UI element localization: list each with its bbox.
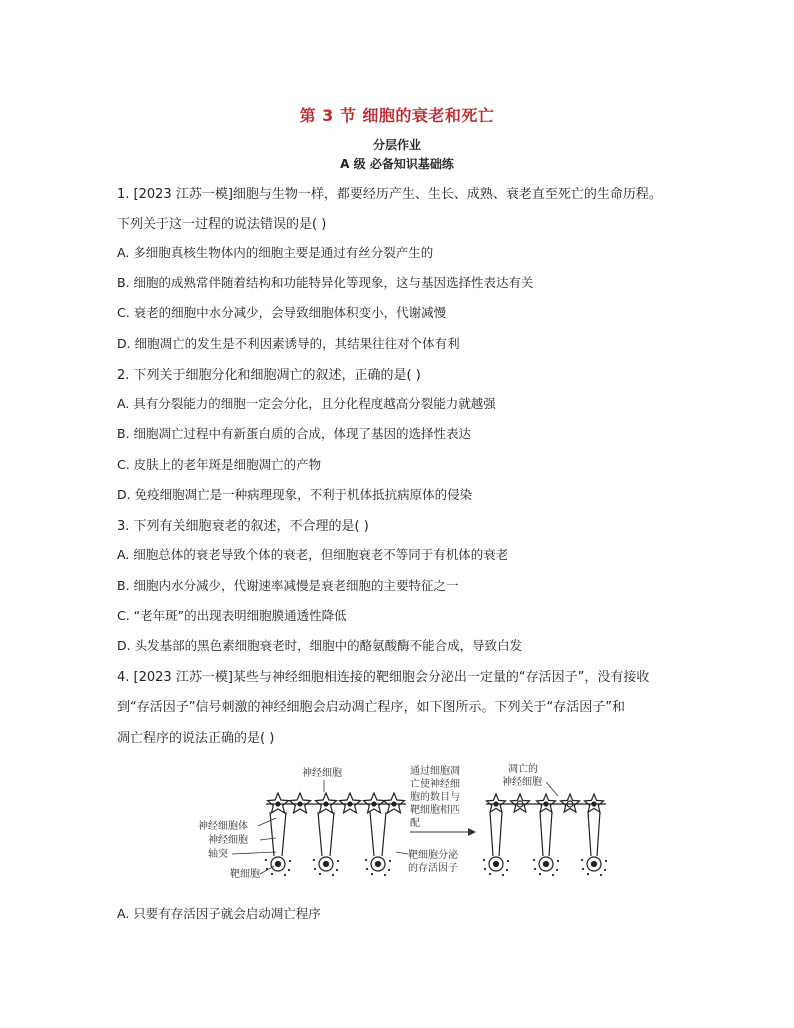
label-process-2: 亡使神经细 — [410, 779, 460, 790]
neurons-right-group — [483, 794, 607, 876]
process-arrow-head — [468, 828, 476, 836]
survival-factor-dot — [319, 873, 321, 875]
label-process-5: 配 — [410, 818, 420, 829]
survival-factor-dot — [507, 860, 509, 862]
dead-pointer — [546, 782, 558, 796]
survival-factor-dot — [534, 868, 536, 870]
label-process-1: 通过细胞凋 — [410, 766, 460, 777]
axon-left-2 — [370, 812, 386, 856]
question-3-option-d: D. 头发基部的黑色素细胞衰老时，细胞中的酪氨酸酶不能合成，导致白发 — [117, 638, 523, 653]
neuron-apoptosis-diagram — [196, 760, 614, 890]
target-nucleus-l1 — [324, 862, 329, 867]
question-4-option-a: A. 只要有存活因子就会启动凋亡程序 — [117, 906, 321, 921]
question-3-option-b: B. 细胞内水分减少，代谢速率减慢是衰老细胞的主要特征之一 — [117, 578, 459, 593]
survival-factor-dot — [336, 869, 338, 871]
survival-factor-dot — [388, 869, 390, 871]
label-secrete-1: 靶细胞分泌 — [408, 850, 458, 861]
neurons-left-group — [265, 793, 406, 876]
target-nucleus-l0 — [276, 862, 281, 867]
label-target-cell: 靶细胞 — [230, 869, 260, 880]
survival-factor-dot — [556, 869, 558, 871]
question-4-stem-cont-2: 凋亡程序的说法正确的是( ) — [117, 731, 275, 746]
survival-factor-dot — [587, 873, 589, 875]
axon-right-1 — [540, 812, 552, 856]
target-nucleus-r0 — [494, 862, 499, 867]
question-1-stem-cont: 下列关于这一过程的说法错误的是( ) — [117, 217, 327, 232]
survival-factor-dot — [483, 859, 485, 861]
question-2-option-b: B. 细胞凋亡过程中有新蛋白质的合成，体现了基因的选择性表达 — [117, 426, 472, 441]
target-nucleus-r1 — [544, 862, 549, 867]
question-4-stem-cont: 到“存活因子”信号刺激的神经细胞会启动凋亡程序，如下图所示。下列关于“存活因子”和 — [117, 700, 625, 715]
survival-factor-dot — [484, 868, 486, 870]
label-cellbody: 神经细胞体 — [198, 821, 248, 832]
axon-pointer — [232, 852, 276, 854]
target-pointer — [260, 866, 274, 874]
level-heading: A 级 必备知识基础练 — [340, 157, 454, 171]
survival-factor-dot — [605, 860, 607, 862]
axon-right-0 — [490, 812, 502, 856]
survival-factor-dot — [366, 868, 368, 870]
survival-factor-dot — [265, 859, 267, 861]
survival-factor-dot — [289, 860, 291, 862]
survival-factor-dot — [389, 860, 391, 862]
label-dead-1: 凋亡的 — [508, 764, 538, 775]
survival-factor-dot — [271, 873, 273, 875]
survival-factor-dot — [332, 874, 334, 876]
question-2-option-d: D. 免疫细胞凋亡是一种病理现象，不利于机体抵抗病原体的侵染 — [117, 487, 473, 502]
survival-factor-dot — [384, 874, 386, 876]
question-2-stem: 2. 下列关于细胞分化和细胞凋亡的叙述，正确的是( ) — [117, 368, 421, 383]
survival-factor-dot — [539, 873, 541, 875]
question-1-option-a: A. 多细胞真核生物体内的细胞主要是通过有丝分裂产生的 — [117, 245, 434, 260]
question-1-stem: 1. [2023 江苏一模]细胞与生物一样，都要经历产生、生长、成熟、衰老直至死亡的生命历程。 — [117, 187, 662, 202]
survival-factor-dot — [557, 860, 559, 862]
question-4-stem: 4. [2023 江苏一模]某些与神经细胞相连接的靶细胞会分泌出一定量的“存活因子”，没有接收 — [117, 670, 650, 685]
survival-factor-dot — [314, 868, 316, 870]
survival-factor-dot — [533, 859, 535, 861]
survival-factor-dot — [288, 869, 290, 871]
question-2-option-a: A. 具有分裂能力的细胞一定会分化，且分化程度越高分裂能力就越强 — [117, 396, 496, 411]
survival-factor-dot — [582, 868, 584, 870]
label-dead-2: 神经细胞 — [502, 777, 542, 788]
survival-factor-dot — [600, 874, 602, 876]
question-2-option-c: C. 皮肤上的老年斑是细胞凋亡的产物 — [117, 457, 322, 472]
secrete-pointer — [396, 852, 408, 854]
question-1-option-c: C. 衰老的细胞中水分减少，会导致细胞体积变小，代谢减慢 — [117, 305, 447, 320]
survival-factor-dot — [604, 869, 606, 871]
label-process-3: 胞的数目与 — [410, 792, 460, 803]
survival-factor-dot — [313, 859, 315, 861]
neuron-body-right-1 — [511, 794, 530, 812]
survival-factor-dot — [552, 874, 554, 876]
question-3-stem: 3. 下列有关细胞衰老的叙述，不合理的是( ) — [117, 519, 369, 534]
axon-left-0 — [270, 812, 286, 856]
axon-right-2 — [588, 812, 600, 856]
question-1-option-b: B. 细胞的成熟常伴随着结构和功能特异化等现象，这与基因选择性表达有关 — [117, 275, 534, 290]
cellbody-pointer — [258, 818, 276, 826]
survival-factor-dot — [489, 873, 491, 875]
question-3-option-a: A. 细胞总体的衰老导致个体的衰老，但细胞衰老不等同于有机体的衰老 — [117, 547, 509, 562]
target-nucleus-r2 — [592, 862, 597, 867]
label-neuron-2: 神经细胞 — [208, 835, 248, 846]
question-1-option-d: D. 细胞凋亡的发生是不利因素诱导的，其结果往往对个体有利 — [117, 336, 460, 351]
survival-factor-dot — [284, 874, 286, 876]
survival-factor-dot — [337, 860, 339, 862]
label-secrete-2: 的存活因子 — [408, 863, 458, 874]
label-process-4: 靶细胞相匹 — [410, 805, 460, 816]
label-axon: 轴突 — [208, 849, 228, 860]
section-title: 第 3 节 细胞的衰老和死亡 — [299, 106, 495, 125]
label-neuron: 神经细胞 — [302, 768, 342, 779]
survival-factor-dot — [365, 859, 367, 861]
survival-factor-dot — [581, 859, 583, 861]
question-3-option-c: C. “老年斑”的出现表明细胞膜通透性降低 — [117, 608, 347, 623]
survival-factor-dot — [506, 869, 508, 871]
target-nucleus-l2 — [376, 862, 381, 867]
layer-heading: 分层作业 — [372, 138, 421, 152]
neuron-pointer — [260, 838, 276, 840]
survival-factor-dot — [371, 873, 373, 875]
axon-left-1 — [318, 812, 334, 856]
neuron-body-right-3 — [561, 794, 580, 812]
survival-factor-dot — [502, 874, 504, 876]
